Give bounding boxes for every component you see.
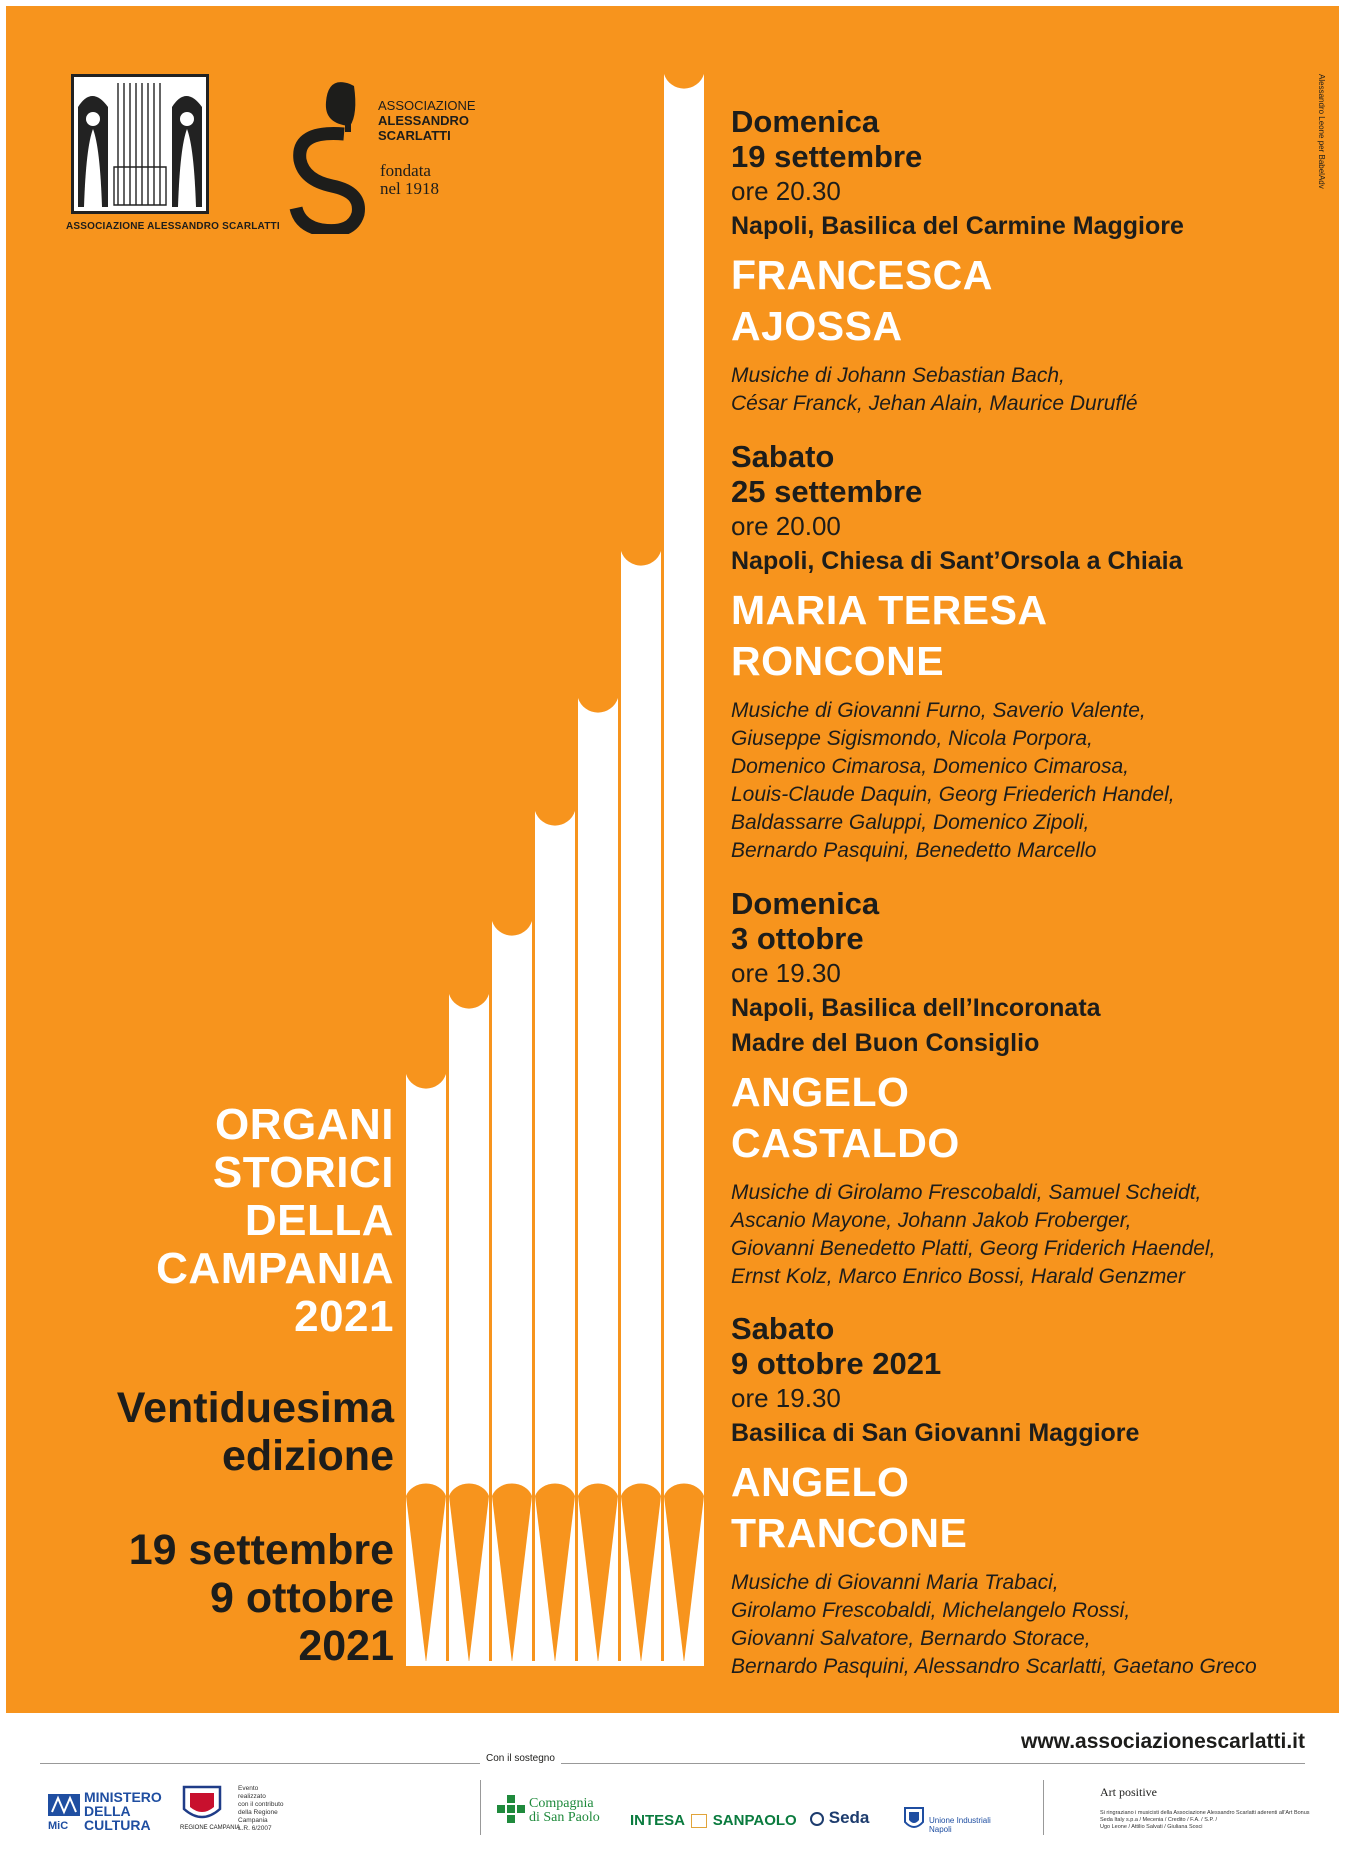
organ-pipe bbox=[664, 74, 704, 1661]
event-artist bbox=[731, 1067, 1331, 1169]
seda-logo bbox=[810, 1808, 869, 1828]
event-venue: Napoli, Chiesa di Sant’Orsola a Chiaia bbox=[731, 547, 1183, 575]
art-bonus-note-line: Si ringraziano i musicisti della Associazione Alessandro Scarlatti aderenti all'Art Bonus bbox=[1100, 1810, 1310, 1816]
music-line: Giuseppe Sigismondo, Nicola Porpora, bbox=[731, 727, 1093, 750]
festival-date-line: 19 settembre bbox=[128, 1526, 394, 1574]
event-music bbox=[731, 1569, 1331, 1681]
monogram-line: ASSOCIAZIONE bbox=[378, 98, 476, 113]
festival-date-line: 2021 bbox=[298, 1622, 394, 1670]
art-bonus-note-line: Seda Italy s.p.a / Mecenia / Credito / F.A. / S.P. / bbox=[1100, 1817, 1217, 1823]
festival-edition bbox=[117, 1384, 394, 1480]
music-line: Giovanni Salvatore, Bernardo Storace, bbox=[731, 1627, 1091, 1650]
footer-vertical-divider bbox=[480, 1780, 481, 1835]
footer-divider bbox=[40, 1763, 1305, 1764]
ministero-line: DELLA bbox=[84, 1803, 131, 1819]
event-day: Domenica bbox=[731, 104, 880, 139]
event-venue: Napoli, Basilica dell’Incoronata bbox=[731, 994, 1101, 1022]
art-bonus-label: Art positive bbox=[1100, 1785, 1157, 1799]
event-artist bbox=[731, 250, 1331, 352]
event-3 bbox=[731, 886, 1331, 1291]
regione-note-line: della Regione bbox=[238, 1809, 278, 1816]
compagnia-line: Compagnia bbox=[529, 1796, 594, 1811]
music-line: Ascanio Mayone, Johann Jakob Froberger, bbox=[731, 1209, 1132, 1232]
event-1 bbox=[731, 104, 1331, 418]
music-line: Giovanni Benedetto Platti, Georg Friderich Haendel, bbox=[731, 1237, 1216, 1260]
event-2 bbox=[731, 439, 1331, 865]
regione-shield-icon bbox=[182, 1785, 222, 1823]
event-music bbox=[731, 1179, 1331, 1291]
compagnia-cross-icon bbox=[497, 1795, 525, 1825]
organ-logo-image bbox=[71, 74, 209, 214]
art-bonus-note-line: Ugo Leone / Attilio Salvati / Giuliana Sosci bbox=[1100, 1824, 1203, 1830]
festival-title bbox=[156, 1101, 394, 1341]
event-day: Sabato bbox=[731, 1311, 835, 1346]
regione-note-line: realizzato bbox=[238, 1793, 266, 1800]
artist-line: AJOSSA bbox=[731, 303, 903, 349]
event-time: ore 20.30 bbox=[731, 176, 841, 206]
event-artist bbox=[731, 1457, 1331, 1559]
event-venue: Basilica di San Giovanni Maggiore bbox=[731, 1419, 1140, 1447]
art-bonus-logo bbox=[1100, 1785, 1310, 1831]
ministero-icon bbox=[48, 1790, 80, 1820]
compagnia-line: di San Paolo bbox=[529, 1810, 600, 1825]
music-line: Musiche di Giovanni Maria Trabaci, bbox=[731, 1571, 1059, 1594]
event-venue: Madre del Buon Consiglio bbox=[731, 1029, 1040, 1057]
support-label: Con il sostegno bbox=[480, 1753, 561, 1764]
title-line: DELLA bbox=[244, 1196, 394, 1245]
intesa-mark-icon bbox=[691, 1814, 707, 1828]
seda-label: Seda bbox=[828, 1808, 870, 1827]
artist-line: TRANCONE bbox=[731, 1510, 968, 1556]
music-line: Musiche di Girolamo Frescobaldi, Samuel Scheidt, bbox=[731, 1181, 1202, 1204]
event-time: ore 20.00 bbox=[731, 511, 841, 541]
title-line: STORICI bbox=[212, 1148, 394, 1197]
founded-line: fondata bbox=[380, 161, 431, 180]
founded-line: nel 1918 bbox=[380, 179, 440, 198]
music-line: Musiche di Giovanni Furno, Saverio Valente, bbox=[731, 699, 1146, 722]
artist-line: MARIA TERESA bbox=[731, 587, 1048, 633]
event-music bbox=[731, 697, 1331, 865]
regione-note-line: con il contributo bbox=[238, 1801, 284, 1808]
unione-line: Unione Industriali bbox=[929, 1816, 991, 1825]
festival-date-line: 9 ottobre bbox=[210, 1574, 394, 1622]
artist-line: ANGELO bbox=[731, 1459, 910, 1505]
event-date: 25 settembre bbox=[731, 474, 923, 509]
event-music bbox=[731, 362, 1331, 418]
event-artist bbox=[731, 585, 1331, 687]
event-day: Domenica bbox=[731, 886, 880, 921]
monogram-line: ALESSANDRO bbox=[378, 113, 470, 128]
regione-note-line: Campania bbox=[238, 1817, 268, 1824]
music-line: Baldassarre Galuppi, Domenico Zipoli, bbox=[731, 811, 1090, 834]
regione-note-line: L.R. 6/2007 bbox=[238, 1825, 272, 1832]
artist-line: RONCONE bbox=[731, 638, 945, 684]
music-line: Domenico Cimarosa, Domenico Cimarosa, bbox=[731, 755, 1129, 778]
intesa-sanpaolo-logo bbox=[630, 1812, 797, 1829]
event-day: Sabato bbox=[731, 439, 835, 474]
artist-line: ANGELO bbox=[731, 1069, 910, 1115]
poster bbox=[6, 6, 1339, 1713]
event-time: ore 19.30 bbox=[731, 1383, 841, 1413]
monogram-line: SCARLATTI bbox=[378, 128, 451, 143]
ministero-line: MINISTERO bbox=[84, 1789, 162, 1805]
regione-note bbox=[238, 1785, 284, 1833]
designer-credit-text: Alessandro Leone per BabelAdv bbox=[1317, 74, 1326, 189]
event-date: 19 settembre bbox=[731, 139, 923, 174]
artist-line: FRANCESCA bbox=[731, 252, 993, 298]
seda-ring-icon bbox=[810, 1812, 824, 1826]
event-venue: Napoli, Basilica del Carmine Maggiore bbox=[731, 212, 1184, 240]
event-date: 3 ottobre bbox=[731, 921, 864, 956]
unione-icon bbox=[903, 1806, 925, 1832]
mic-label: MiC bbox=[48, 1820, 69, 1832]
event-4 bbox=[731, 1311, 1331, 1681]
music-line: Louis-Claude Daquin, Georg Friederich Handel, bbox=[731, 783, 1175, 806]
sanpaolo-label: SANPAOLO bbox=[712, 1812, 797, 1829]
ministero-line: CULTURA bbox=[84, 1817, 151, 1833]
title-line: CAMPANIA bbox=[156, 1244, 394, 1293]
intesa-label: INTESA bbox=[630, 1812, 685, 1829]
regione-note-line: Evento bbox=[238, 1785, 259, 1792]
artist-line: CASTALDO bbox=[731, 1120, 960, 1166]
music-line: Bernardo Pasquini, Alessandro Scarlatti, Gaetano Greco bbox=[731, 1655, 1257, 1678]
footer-vertical-divider bbox=[1043, 1780, 1044, 1835]
title-line: 2021 bbox=[294, 1292, 394, 1341]
music-line: Girolamo Frescobaldi, Michelangelo Rossi, bbox=[731, 1599, 1131, 1622]
music-line: Musiche di Johann Sebastian Bach, bbox=[731, 364, 1065, 387]
music-line: Ernst Kolz, Marco Enrico Bossi, Harald Genzmer bbox=[731, 1265, 1185, 1288]
as-monogram-icon bbox=[288, 74, 373, 234]
event-time: ore 19.30 bbox=[731, 958, 841, 988]
festival-dates bbox=[129, 1526, 394, 1670]
edition-line: edizione bbox=[221, 1432, 394, 1480]
title-line: ORGANI bbox=[215, 1100, 394, 1149]
edition-line: Ventiduesima bbox=[116, 1384, 394, 1432]
event-date: 9 ottobre 2021 bbox=[731, 1346, 942, 1381]
organ-pipes-graphic bbox=[396, 66, 726, 1666]
music-line: Bernardo Pasquini, Benedetto Marcello bbox=[731, 839, 1097, 862]
associazione-logo bbox=[66, 71, 280, 241]
website-link[interactable]: www.associazionescarlatti.it bbox=[1021, 1730, 1305, 1753]
associazione-caption: ASSOCIAZIONE ALESSANDRO SCARLATTI bbox=[66, 221, 280, 232]
music-line: César Franck, Jehan Alain, Maurice Duruflé bbox=[731, 392, 1138, 415]
regione-label: REGIONE CAMPANIA bbox=[180, 1825, 241, 1831]
art-bonus-note bbox=[1100, 1810, 1310, 1831]
unione-line: Napoli bbox=[929, 1825, 952, 1834]
